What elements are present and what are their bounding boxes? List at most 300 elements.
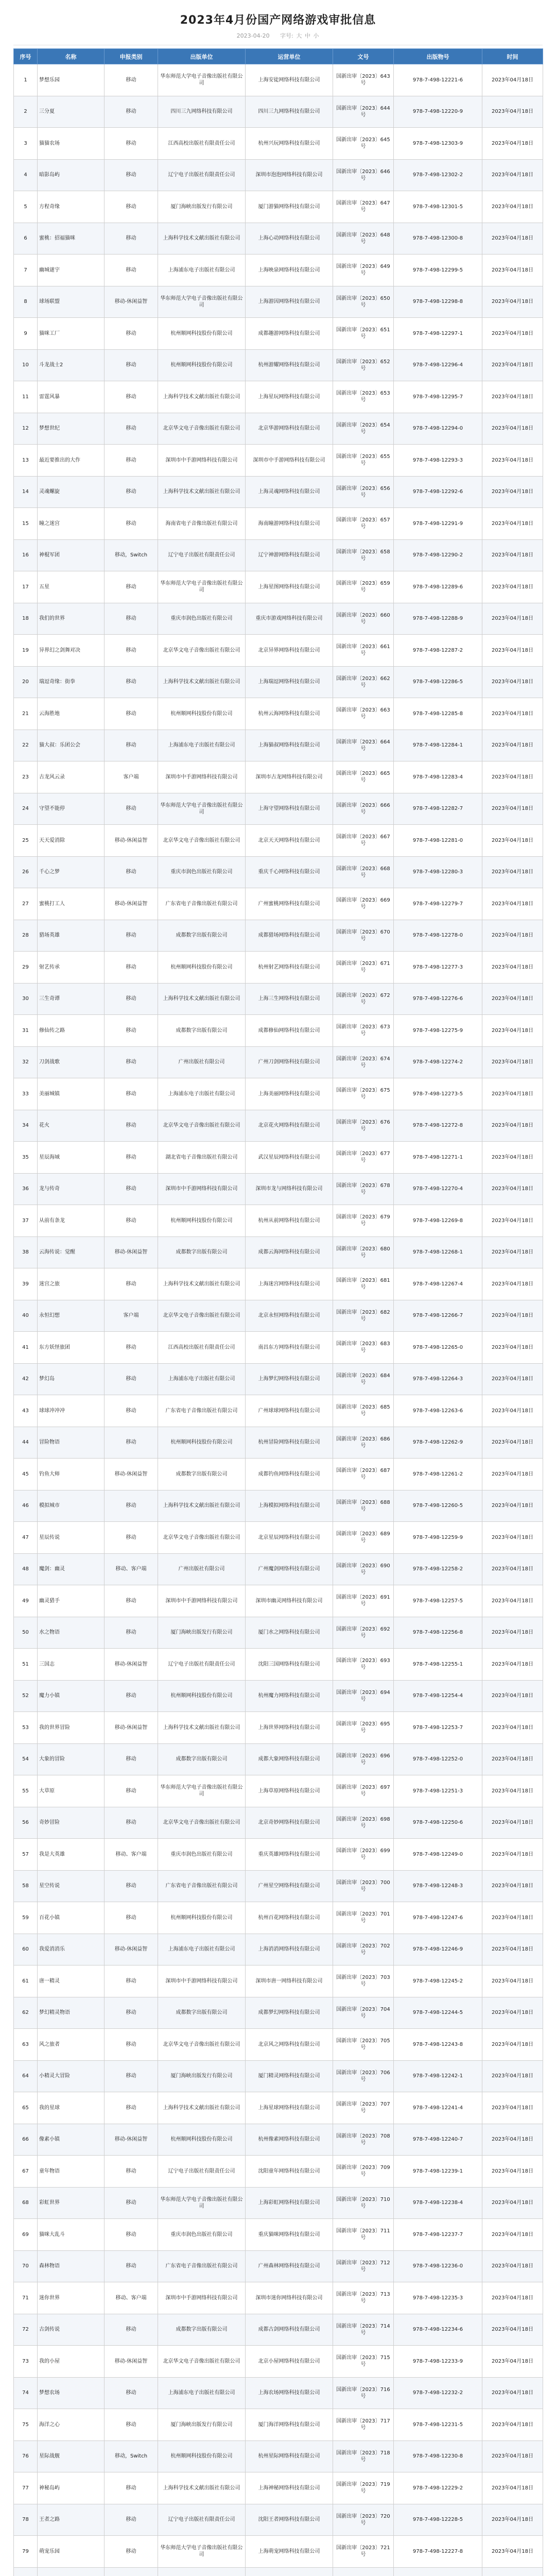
col-date: 2023年04月18日 [482,1427,543,1459]
col-name: 魔力小镇 [38,1680,105,1712]
table-row [14,1712,543,1744]
col-category: 移动 [105,1965,158,1997]
col-date: 2023年04月18日 [482,730,543,761]
col-index: 17 [14,571,38,603]
col-category: 移动 [105,381,158,413]
col-index: 29 [14,952,38,984]
col-category: 移动 [105,603,158,635]
col-date: 2023年04月18日 [482,635,543,667]
table-row [14,255,543,286]
col-category: 移动 [105,255,158,286]
col-publisher: 上海科学技术文献出版社有限公司 [158,2092,246,2124]
col-index: 7 [14,255,38,286]
col-operator: 深圳市泡泡网络科技有限公司 [246,159,333,191]
col-operator: 深圳市龙与网络科技有限公司 [246,1173,333,1205]
col-operator: 上海迷宫网络科技有限公司 [246,1268,333,1300]
col-isbn: 978-7-498-12300-8 [394,223,482,255]
col-approval-no: 国新出审〔2023〕698号 [333,1807,394,1839]
table-row [14,761,543,793]
col-date: 2023年04月18日 [482,1617,543,1649]
col-category: 移动-休闲益智 [105,1934,158,1965]
col-index: 69 [14,2219,38,2251]
col-operator: 上海瑞逗网络科技有限公司 [246,666,333,698]
col-date: 2023年04月18日 [482,64,543,96]
col-index: 50 [14,1617,38,1649]
font-size-medium[interactable]: 中 [304,32,310,39]
col-index: 5 [14,191,38,223]
col-name: 修仙传之路 [38,1015,105,1047]
col-isbn: 978-7-498-12274-2 [394,1046,482,1078]
col-operator: 厦门水之网络科技有限公司 [246,1617,333,1649]
col-operator: 厦门海洋网络科技有限公司 [246,2409,333,2441]
table-row [14,888,543,920]
col-isbn: 978-7-498-12229-2 [394,2472,482,2504]
col-isbn: 978-7-498-12277-3 [394,952,482,984]
table-row [14,2409,543,2441]
col-publisher: 厦门海峡出版发行有限公司 [158,2060,246,2092]
table-row [14,793,543,825]
col-operator: 广州森林网络科技有限公司 [246,2250,333,2282]
col-index: 34 [14,1110,38,1142]
col-approval-no: 国新出审〔2023〕685号 [333,1395,394,1427]
col-date: 2023年04月18日 [482,1110,543,1142]
table-row [14,1046,543,1078]
col-name: 暗影岛屿 [38,159,105,191]
col-isbn: 978-7-498-12250-6 [394,1807,482,1839]
col-category: 移动 [105,1395,158,1427]
col-name: 射艺传承 [38,952,105,984]
table-row [14,318,543,350]
col-publisher: 华东师范大学电子音像出版社有限公司 [158,64,246,96]
col-name: 冒险物语 [38,1427,105,1459]
col-index: 51 [14,1649,38,1681]
col-operator: 深圳市唐一网络科技有限公司 [246,1965,333,1997]
col-date: 2023年04月18日 [482,2346,543,2378]
font-size-large[interactable]: 大 [296,32,302,39]
col-isbn: 978-7-498-12272-8 [394,1110,482,1142]
font-size-small[interactable]: 小 [313,32,319,39]
col-name: 我的世界冒险 [38,1712,105,1744]
table-row [14,1015,543,1047]
col-date: 2023年04月18日 [482,1965,543,1997]
col-category: 移动 [105,96,158,128]
col-publisher: 广东省电子音像出版社有限公司 [158,1870,246,1902]
col-index: 33 [14,1078,38,1110]
col-index: 45 [14,1459,38,1490]
col-approval-no: 国新出审〔2023〕667号 [333,825,394,857]
col-publisher: 上海浦东电子出版社有限公司 [158,1934,246,1965]
table-row [14,635,543,667]
col-date: 2023年04月18日 [482,1712,543,1744]
col-publisher: 上海科学技术文献出版社有限公司 [158,1490,246,1522]
col-date: 2023年04月18日 [482,508,543,540]
col-category: 移动-休闲益智 [105,2124,158,2156]
col-index: 62 [14,1997,38,2029]
col-date: 2023年04月18日 [482,1268,543,1300]
col-index: 39 [14,1268,38,1300]
col-operator: 杭州射艺网络科技有限公司 [246,952,333,984]
col-approval-no: 国新出审〔2023〕666号 [333,793,394,825]
col-isbn: 978-7-498-12228-5 [394,2504,482,2536]
col-date: 2023年04月18日 [482,2250,543,2282]
col-category: 移动 [105,2187,158,2219]
table-row [14,2187,543,2219]
col-operator: 上海三生网络科技有限公司 [246,983,333,1015]
col-publisher: 上海科学技术文献出版社有限公司 [158,2472,246,2504]
col-publisher: 北京华文电子音像出版社有限公司 [158,413,246,445]
col-operator: 北京天天网络科技有限公司 [246,825,333,857]
col-approval-no: 国新出审〔2023〕713号 [333,2282,394,2314]
col-approval-no: 国新出审〔2023〕665号 [333,761,394,793]
col-index: 19 [14,635,38,667]
col-date: 2023年04月18日 [482,255,543,286]
col-publisher: 海南省电子音像出版社有限公司 [158,508,246,540]
col-operator: 重庆千心网络科技有限公司 [246,856,333,888]
column-header-publisher: 出版单位 [158,49,246,64]
col-operator: 北京奇妙网络科技有限公司 [246,1807,333,1839]
col-name: 美丽城镇 [38,1078,105,1110]
col-name: 三国志 [38,1649,105,1681]
col-index: 15 [14,508,38,540]
table-row [14,2346,543,2378]
col-approval-no: 国新出审〔2023〕676号 [333,1110,394,1142]
col-category: 移动 [105,1522,158,1554]
col-category: 移动 [105,2060,158,2092]
col-isbn: 978-7-498-12237-7 [394,2219,482,2251]
table-row [14,1110,543,1142]
col-isbn: 978-7-498-12252-0 [394,1743,482,1775]
col-name: 三分夏 [38,96,105,128]
col-date: 2023年04月18日 [482,603,543,635]
col-index: 56 [14,1807,38,1839]
col-name: 方程奇缘 [38,191,105,223]
col-index: 3 [14,128,38,160]
col-index: 25 [14,825,38,857]
col-category: 移动 [105,2219,158,2251]
col-isbn: 978-7-498-12273-5 [394,1078,482,1110]
col-publisher: 北京华文电子音像出版社有限公司 [158,635,246,667]
table-row [14,1490,543,1522]
col-approval-no: 国新出审〔2023〕647号 [333,191,394,223]
col-operator: 上海消消网络科技有限公司 [246,1934,333,1965]
col-date: 2023年04月18日 [482,2377,543,2409]
col-publisher: 杭州顺网科技股份有限公司 [158,318,246,350]
col-operator: 上海萌宠网络科技有限公司 [246,2536,333,2568]
col-publisher: 成都数字出版有限公司 [158,1015,246,1047]
col-operator: 上海模拟网络科技有限公司 [246,1490,333,1522]
col-index: 72 [14,2314,38,2346]
col-approval-no: 国新出审〔2023〕719号 [333,2472,394,2504]
col-index: 9 [14,318,38,350]
table-row [14,1205,543,1237]
table-row [14,1395,543,1427]
col-name: 童年物语 [38,2156,105,2188]
table-row [14,2504,543,2536]
col-operator: 上海美丽网络科技有限公司 [246,1078,333,1110]
table-header-row [14,49,543,64]
col-name: 我们的世界 [38,603,105,635]
col-category: 移动-休闲益智 [105,1236,158,1268]
col-index: 23 [14,761,38,793]
col-date: 2023年04月18日 [482,1775,543,1807]
table-row [14,1553,543,1585]
col-operator: 沈阳三国网络科技有限公司 [246,1649,333,1681]
col-publisher: 重庆市润色出版社有限公司 [158,2219,246,2251]
col-category: 移动 [105,2536,158,2568]
col-category: 移动 [105,1427,158,1459]
col-name: 守望不能停 [38,793,105,825]
table-row [14,1934,543,1965]
col-publisher: 广东省电子音像出版社有限公司 [158,2250,246,2282]
col-isbn: 978-7-498-12297-1 [394,318,482,350]
column-header-name: 名称 [38,49,105,64]
col-name: 幽城谜宇 [38,255,105,286]
col-approval-no: 国新出审〔2023〕661号 [333,635,394,667]
table-row [14,2441,543,2472]
col-date: 2023年04月18日 [482,445,543,477]
col-isbn: 978-7-498-12247-6 [394,1902,482,1934]
col-isbn: 978-7-498-12298-8 [394,286,482,318]
col-approval-no: 国新出审〔2023〕654号 [333,413,394,445]
col-isbn: 978-7-498-12240-7 [394,2124,482,2156]
col-date: 2023年04月18日 [482,666,543,698]
col-isbn: 978-7-498-12282-7 [394,793,482,825]
col-approval-no: 国新出审〔2023〕678号 [333,1173,394,1205]
col-name: 模拟城市 [38,1490,105,1522]
col-name: 我爱消消乐 [38,1934,105,1965]
col-date: 2023年04月18日 [482,793,543,825]
col-date: 2023年04月18日 [482,2029,543,2061]
col-operator: 成都修仙网络科技有限公司 [246,1015,333,1047]
col-name: 异界幻之剑舞对决 [38,635,105,667]
col-operator: 深圳市古龙网络科技有限公司 [246,761,333,793]
table-row [14,1363,543,1395]
col-name: 风之旅者 [38,2029,105,2061]
col-publisher: 杭州顺网科技股份有限公司 [158,1680,246,1712]
col-operator: 厦门精灵网络科技有限公司 [246,2060,333,2092]
col-date: 2023年04月18日 [482,413,543,445]
col-index: 1 [14,64,38,96]
table-row [14,1649,543,1681]
col-publisher: 成都数字出版有限公司 [158,1459,246,1490]
col-operator: 成都云海网络科技有限公司 [246,1236,333,1268]
col-category: 客户端 [105,761,158,793]
table-row [14,2156,543,2188]
col-isbn: 978-7-498-12238-4 [394,2187,482,2219]
col-index: 36 [14,1173,38,1205]
col-isbn: 978-7-498-12265-0 [394,1332,482,1364]
col-publisher: 华东师范大学电子音像出版社有限公司 [158,2187,246,2219]
col-category: 客户端 [105,1300,158,1332]
col-approval-no: 国新出审〔2023〕721号 [333,2536,394,2568]
col-isbn: 978-7-498-12261-2 [394,1459,482,1490]
col-isbn: 978-7-498-12278-0 [394,920,482,952]
col-isbn: 978-7-498-12255-1 [394,1649,482,1681]
col-operator: 杭州百花网络科技有限公司 [246,1902,333,1934]
col-index: 14 [14,476,38,508]
col-approval-no: 国新出审〔2023〕702号 [333,1934,394,1965]
col-date: 2023年04月18日 [482,1363,543,1395]
col-name: 蜜桃打工人 [38,888,105,920]
col-date: 2023年04月18日 [482,1490,543,1522]
font-size-switcher [280,32,319,39]
col-name: 森林物语 [38,2250,105,2282]
col-publisher: 杭州顺网科技股份有限公司 [158,698,246,730]
col-category: 移动 [105,1490,158,1522]
col-operator: 广州星空网络科技有限公司 [246,1870,333,1902]
col-index: 53 [14,1712,38,1744]
col-isbn: 978-7-498-12263-6 [394,1395,482,1427]
col-approval-no: 国新出审〔2023〕717号 [333,2409,394,2441]
col-approval-no: 国新出审〔2023〕689号 [333,1522,394,1554]
col-approval-no: 国新出审〔2023〕679号 [333,1205,394,1237]
col-isbn: 978-7-498-12253-7 [394,1712,482,1744]
col-isbn: 978-7-498-12262-9 [394,1427,482,1459]
col-name: 唐一精灵 [38,1965,105,1997]
col-publisher: 北京华文电子音像出版社有限公司 [158,2029,246,2061]
col-approval-no: 国新出审〔2023〕695号 [333,1712,394,1744]
col-date: 2023年04月18日 [482,1934,543,1965]
col-publisher: 上海科学技术文献出版社有限公司 [158,381,246,413]
col-isbn: 978-7-498-12233-9 [394,2346,482,2378]
col-isbn: 978-7-498-12281-0 [394,825,482,857]
col-approval-no: 国新出审〔2023〕684号 [333,1363,394,1395]
col-category: 移动 [105,1902,158,1934]
col-approval-no: 国新出审〔2023〕697号 [333,1775,394,1807]
col-isbn: 978-7-498-12285-8 [394,698,482,730]
col-name: 百花小镇 [38,1902,105,1934]
col-approval-no: 国新出审〔2023〕663号 [333,698,394,730]
col-approval-no: 国新出审〔2023〕645号 [333,128,394,160]
col-publisher: 杭州顺网科技股份有限公司 [158,1902,246,1934]
col-date: 2023年04月18日 [482,381,543,413]
col-category: 移动 [105,1585,158,1617]
col-isbn: 978-7-498-12249-0 [394,1839,482,1871]
col-approval-no: 国新出审〔2023〕670号 [333,920,394,952]
col-date: 2023年04月18日 [482,1015,543,1047]
table-row [14,1870,543,1902]
col-category: 移动-休闲益智 [105,888,158,920]
table-row [14,1427,543,1459]
col-operator [246,2567,333,2576]
col-name: 梦想世纪 [38,413,105,445]
col-date: 2023年04月18日 [482,2124,543,2156]
col-name: 梦幻精灵物语 [38,1997,105,2029]
col-date: 2023年04月18日 [482,920,543,952]
col-isbn: 978-7-498-12267-4 [394,1268,482,1300]
table-row [14,2219,543,2251]
col-publisher: 上海科学技术文献出版社有限公司 [158,1712,246,1744]
col-name: 魔剑：幽灵 [38,1553,105,1585]
col-index: 2 [14,96,38,128]
col-index: 68 [14,2187,38,2219]
col-category: 移动 [105,1173,158,1205]
col-isbn: 978-7-498-12248-3 [394,1870,482,1902]
col-approval-no: 国新出审〔2023〕704号 [333,1997,394,2029]
col-isbn: 978-7-498-12292-6 [394,476,482,508]
col-name: 云海传说：觉醒 [38,1236,105,1268]
col-publisher: 厦门海峡出版发行有限公司 [158,191,246,223]
table-row [14,223,543,255]
col-index: 46 [14,1490,38,1522]
col-publisher: 成都数字出版有限公司 [158,1743,246,1775]
col-publisher: 杭州顺网科技股份有限公司 [158,2124,246,2156]
col-name: 大草原 [38,1775,105,1807]
col-name: 梦想农场 [38,2377,105,2409]
col-category: 移动 [105,2156,158,2188]
col-date: 2023年04月18日 [482,1459,543,1490]
col-isbn: 978-7-498-12289-6 [394,571,482,603]
col-approval-no: 国新出审〔2023〕703号 [333,1965,394,1997]
col-name: 球场联盟 [38,286,105,318]
col-date: 2023年04月18日 [482,223,543,255]
col-approval-no: 国新出审〔2023〕718号 [333,2441,394,2472]
col-isbn: 978-7-498-12221-6 [394,64,482,96]
table-row [14,159,543,191]
col-operator: 北京星辰网络科技有限公司 [246,1522,333,1554]
col-approval-no: 国新出审〔2023〕680号 [333,1236,394,1268]
col-publisher: 重庆市润色出版社有限公司 [158,856,246,888]
col-publisher: 四川三九网络科技有限公司 [158,96,246,128]
col-date: 2023年04月18日 [482,2314,543,2346]
col-index: 21 [14,698,38,730]
col-index: 70 [14,2250,38,2282]
col-category: 移动 [105,2250,158,2282]
col-category: 移动 [105,1142,158,1174]
col-date: 2023年04月18日 [482,1332,543,1364]
col-operator: 上海梦幻网络科技有限公司 [246,1363,333,1395]
col-isbn: 978-7-498-12291-9 [394,508,482,540]
col-operator: 杭州游耀网络科技有限公司 [246,349,333,381]
col-category: 移动-休闲益智 [105,1459,158,1490]
col-publisher: 辽宁电子出版社有限责任公司 [158,539,246,571]
table-row [14,1743,543,1775]
col-operator: 重庆猫咪网络科技有限公司 [246,2219,333,2251]
col-category: 移动 [105,1078,158,1110]
col-isbn: 978-7-498-12257-5 [394,1585,482,1617]
col-operator: 沈阳童年网络科技有限公司 [246,2156,333,2188]
col-name: 钓鱼大师 [38,1459,105,1490]
col-publisher: 杭州顺网科技股份有限公司 [158,1427,246,1459]
col-name: 从前有条龙 [38,1205,105,1237]
col-date: 2023年04月18日 [482,286,543,318]
table-row [14,349,543,381]
table-row [14,571,543,603]
col-name: 梦想乐园 [38,64,105,96]
col-date: 2023年04月18日 [482,1649,543,1681]
col-category: 移动 [105,349,158,381]
col-approval-no: 国新出审〔2023〕644号 [333,96,394,128]
table-row [14,698,543,730]
col-publisher: 上海科学技术文献出版社有限公司 [158,666,246,698]
col-index: 55 [14,1775,38,1807]
col-index: 48 [14,1553,38,1585]
col-date: 2023年04月18日 [482,2092,543,2124]
col-name: 最近要推出的大作 [38,445,105,477]
col-index: 8 [14,286,38,318]
table-row [14,191,543,223]
col-name: 三生奇谭 [38,983,105,1015]
col-name: 迷宫之旅 [38,1268,105,1300]
col-isbn: 978-7-498-12288-9 [394,603,482,635]
col-publisher: 华东师范大学电子音像出版社有限公司 [158,1775,246,1807]
page [0,11,556,2576]
table-row [14,2092,543,2124]
col-operator: 成都趣游网络科技有限公司 [246,318,333,350]
col-operator: 杭州从前网络科技有限公司 [246,1205,333,1237]
col-name: 海洋之心 [38,2409,105,2441]
col-approval-no: 国新出审〔2023〕716号 [333,2377,394,2409]
